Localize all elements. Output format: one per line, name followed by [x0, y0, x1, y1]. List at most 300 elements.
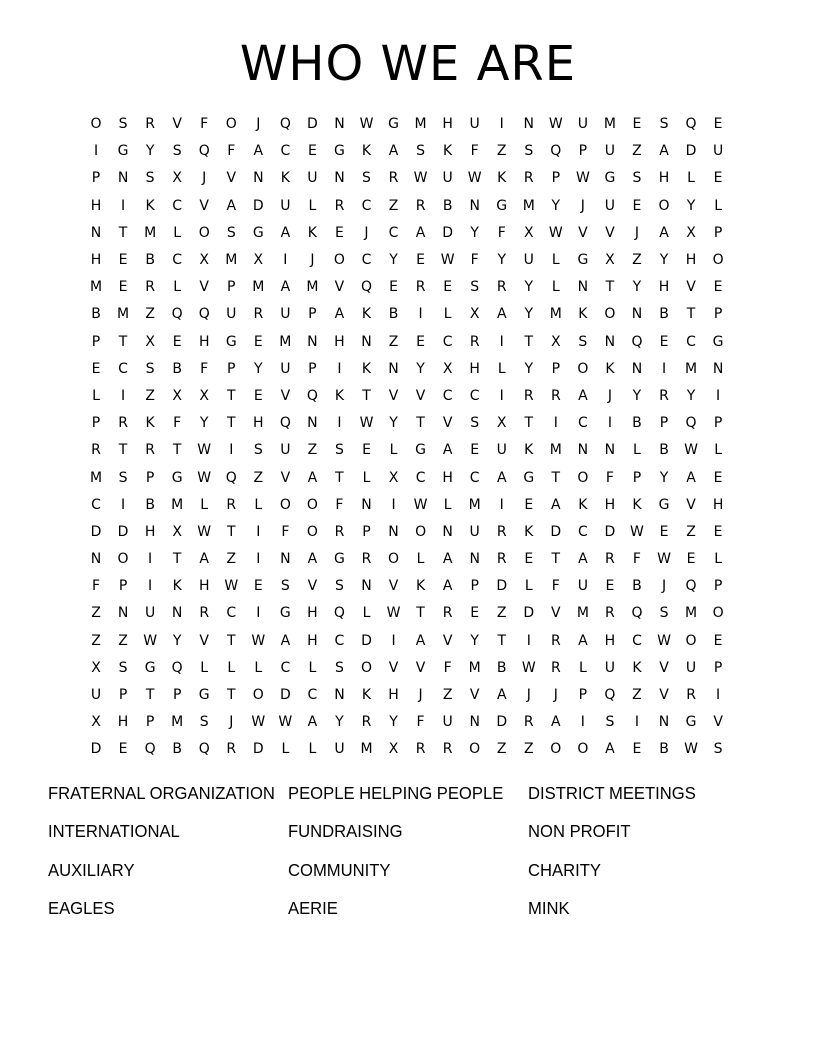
grid-letter: K [172, 578, 182, 595]
grid-letter: S [632, 170, 642, 187]
grid-letter: L [551, 279, 560, 296]
grid-letter: N [171, 605, 183, 622]
grid-letter: X [686, 224, 696, 241]
grid-letter: C [118, 360, 128, 377]
grid-letter: E [389, 279, 398, 296]
grid-letter: S [118, 469, 128, 486]
grid-letter: I [256, 605, 261, 622]
grid-letter: W [575, 170, 590, 187]
grid-letter: N [631, 306, 643, 323]
grid-letter: F [281, 523, 290, 540]
grid-letter: G [577, 252, 589, 269]
grid-letter: N [712, 360, 724, 377]
grid-letter: E [307, 143, 317, 160]
grid-letter: U [226, 306, 237, 323]
grid-letter: U [442, 170, 453, 187]
grid-letter: O [577, 469, 589, 486]
grid-letter: A [415, 632, 426, 649]
grid-letter: Z [145, 387, 155, 404]
grid-letter: P [578, 143, 588, 160]
grid-letter: P [713, 578, 723, 595]
grid-letter: F [605, 469, 614, 486]
grid-letter: E [713, 632, 723, 649]
grid-letter: W [521, 659, 536, 676]
grid-letter: Q [279, 415, 291, 432]
grid-letter: W [251, 714, 266, 731]
grid-letter: K [280, 170, 290, 187]
grid-letter: O [712, 252, 724, 269]
grid-letter: B [496, 659, 507, 676]
grid-letter: N [117, 170, 129, 187]
word-list-item: MINK [528, 898, 570, 919]
grid-letter: Z [686, 523, 696, 540]
grid-letter: F [416, 714, 425, 731]
grid-letter: H [388, 687, 399, 704]
grid-letter: D [550, 523, 562, 540]
grid-letter: T [551, 551, 561, 568]
grid-letter: Y [524, 279, 534, 296]
grid-letter: L [416, 551, 425, 568]
grid-letter: D [117, 523, 129, 540]
grid-letter: C [577, 523, 588, 540]
grid-letter: W [684, 741, 698, 758]
grid-letter: A [415, 224, 426, 241]
grid-letter: Z [253, 469, 264, 486]
grid-letter: Q [198, 741, 210, 758]
grid-letter: L [200, 496, 209, 513]
grid-letter: R [253, 306, 264, 323]
grid-letter: Q [198, 306, 210, 323]
word-list-item: INTERNATIONAL [48, 821, 180, 842]
grid-letter: R [496, 523, 507, 540]
grid-letter: K [145, 415, 155, 432]
grid-letter: N [361, 496, 372, 513]
grid-letter: R [226, 496, 237, 513]
grid-letter: P [145, 714, 155, 731]
grid-letter: O [658, 197, 670, 214]
grid-letter: T [416, 415, 425, 432]
grid-letter: E [713, 279, 723, 296]
grid-letter: D [685, 143, 697, 160]
grid-letter: Q [631, 333, 643, 350]
grid-letter: N [388, 360, 399, 377]
grid-letter: B [388, 306, 399, 323]
grid-letter: P [551, 170, 561, 187]
grid-letter: V [659, 659, 669, 676]
grid-letter: A [442, 578, 453, 595]
grid-letter: Q [198, 143, 210, 160]
grid-letter: L [308, 659, 317, 676]
grid-letter: V [659, 687, 669, 704]
grid-letter: I [148, 551, 153, 568]
grid-letter: R [388, 170, 399, 187]
grid-letter: M [549, 442, 562, 459]
grid-letter: P [172, 687, 182, 704]
grid-letter: K [632, 659, 642, 676]
grid-letter: B [442, 197, 453, 214]
grid-letter: C [172, 252, 183, 269]
grid-letter: P [362, 523, 371, 540]
grid-letter: X [523, 224, 534, 241]
grid-letter: Y [389, 714, 398, 731]
grid-letter: A [605, 741, 615, 758]
grid-letter: R [415, 197, 426, 214]
grid-letter: E [118, 279, 128, 296]
grid-letter: X [388, 741, 399, 758]
grid-letter: N [604, 442, 616, 459]
grid-letter: C [280, 659, 291, 676]
grid-letter: K [361, 687, 372, 704]
grid-letter: L [254, 659, 263, 676]
grid-letter: G [279, 605, 291, 622]
grid-letter: A [496, 687, 507, 704]
grid-letter: W [278, 714, 293, 731]
grid-letter: V [469, 687, 480, 704]
grid-letter: K [524, 523, 534, 540]
grid-letter: L [173, 279, 182, 296]
grid-letter: A [659, 143, 669, 160]
grid-letter: I [121, 197, 126, 214]
grid-letter: S [335, 578, 344, 595]
grid-letter: O [306, 496, 318, 513]
grid-letter: Z [388, 197, 399, 214]
grid-letter: E [524, 551, 534, 568]
grid-letter: M [225, 252, 238, 269]
grid-letter: L [714, 551, 722, 568]
grid-letter: Q [631, 605, 643, 622]
grid-letter: S [524, 143, 534, 160]
grid-letter: A [307, 469, 318, 486]
grid-letter: I [634, 714, 640, 731]
grid-letter: N [523, 116, 535, 133]
word-list-item: DISTRICT MEETINGS [528, 783, 696, 804]
grid-letter: Z [118, 632, 128, 649]
grid-letter: G [523, 469, 535, 486]
grid-letter: N [334, 116, 345, 133]
grid-letter: U [469, 523, 480, 540]
grid-letter: L [687, 170, 695, 187]
grid-letter: N [604, 333, 616, 350]
grid-letter: M [279, 333, 292, 350]
grid-letter: X [199, 387, 209, 404]
grid-letter: V [578, 224, 588, 241]
grid-letter: V [280, 469, 291, 486]
grid-letter: C [469, 387, 480, 404]
grid-letter: S [145, 360, 155, 377]
grid-letter: E [443, 279, 453, 296]
grid-letter: V [334, 279, 345, 296]
grid-letter: A [442, 551, 453, 568]
grid-letter: H [90, 252, 102, 269]
grid-letter: D [90, 741, 102, 758]
grid-letter: T [118, 333, 128, 350]
grid-letter: W [143, 632, 158, 649]
grid-row [91, 356, 745, 383]
grid-letter: C [91, 496, 101, 513]
grid-letter: W [467, 170, 482, 187]
grid-letter: V [442, 415, 453, 432]
grid-letter: J [364, 224, 369, 241]
grid-letter: C [172, 197, 183, 214]
grid-letter: L [578, 659, 587, 676]
grid-letter: Y [497, 252, 506, 269]
grid-letter: H [198, 578, 210, 595]
grid-letter: I [121, 496, 126, 513]
grid-letter: G [685, 714, 697, 731]
grid-letter: G [658, 496, 670, 513]
grid-letter: A [496, 306, 507, 323]
grid-letter: P [118, 578, 128, 595]
grid-row [90, 193, 745, 220]
grid-letter: N [469, 197, 480, 214]
grid-letter: Y [659, 252, 669, 269]
grid-letter: U [280, 306, 291, 323]
grid-letter: P [551, 360, 561, 377]
grid-letter: E [524, 496, 534, 513]
grid-letter: C [442, 387, 453, 404]
grid-letter: A [551, 496, 561, 513]
grid-row [90, 247, 745, 274]
grid-letter: F [227, 143, 236, 160]
grid-letter: B [145, 496, 155, 513]
grid-letter: T [335, 469, 344, 486]
grid-letter: I [256, 523, 261, 540]
grid-letter: M [171, 496, 184, 513]
grid-letter: W [359, 116, 374, 133]
grid-letter: T [524, 333, 534, 350]
grid-letter: W [251, 632, 266, 649]
grid-letter: T [226, 632, 236, 649]
grid-letter: F [335, 496, 344, 513]
grid-letter: A [388, 143, 399, 160]
grid-letter: M [306, 279, 319, 296]
grid-letter: G [712, 333, 724, 350]
grid-letter: L [281, 741, 290, 758]
grid-letter: B [145, 252, 155, 269]
word-list-item: EAGLES [48, 898, 115, 919]
grid-letter: S [659, 116, 669, 133]
grid-letter: V [199, 279, 209, 296]
grid-letter: V [280, 387, 291, 404]
grid-letter: Q [306, 387, 318, 404]
grid-letter: R [550, 659, 561, 676]
grid-row [93, 138, 745, 165]
grid-letter: X [388, 469, 399, 486]
grid-letter: A [334, 306, 345, 323]
grid-letter: T [551, 469, 561, 486]
grid-letter: K [578, 496, 588, 513]
grid-letter: E [605, 578, 615, 595]
grid-letter: K [632, 496, 642, 513]
word-list-item: CHARITY [528, 859, 601, 880]
grid-letter: R [361, 551, 372, 568]
grid-letter: K [497, 170, 507, 187]
grid-row [90, 546, 745, 573]
grid-letter: A [253, 143, 264, 160]
grid-letter: G [198, 687, 210, 704]
grid-row [91, 301, 745, 328]
grid-letter: O [333, 252, 345, 269]
grid-letter: E [632, 197, 642, 214]
grid-letter: U [334, 741, 345, 758]
grid-letter: D [307, 116, 318, 133]
grid-letter: U [604, 143, 616, 160]
grid-letter: P [713, 659, 723, 676]
grid-letter: H [442, 469, 453, 486]
grid-letter: N [631, 360, 643, 377]
grid-letter: N [388, 523, 399, 540]
grid-letter: S [362, 170, 371, 187]
grid-letter: R [415, 741, 426, 758]
grid-letter: E [172, 333, 182, 350]
grid-letter: N [361, 333, 372, 350]
grid-letter: B [659, 306, 669, 323]
grid-letter: Z [496, 143, 507, 160]
grid-letter: X [605, 252, 615, 269]
grid-letter: S [605, 714, 615, 731]
grid-letter: P [145, 469, 155, 486]
grid-row [91, 437, 745, 464]
grid-letter: O [279, 496, 291, 513]
grid-letter: F [470, 143, 479, 160]
grid-letter: C [442, 333, 453, 350]
grid-row [90, 519, 745, 546]
grid-letter: K [145, 197, 155, 214]
grid-letter: S [199, 714, 209, 731]
grid-letter: Q [360, 279, 372, 296]
grid-letter: D [279, 687, 291, 704]
grid-letter: M [522, 197, 535, 214]
grid-letter: H [307, 605, 318, 622]
grid-letter: C [686, 333, 696, 350]
grid-letter: W [630, 523, 644, 540]
grid-letter: E [659, 523, 669, 540]
grid-letter: O [252, 687, 264, 704]
grid-letter: I [391, 496, 396, 513]
grid-letter: J [634, 224, 640, 241]
grid-letter: U [307, 170, 318, 187]
grid-letter: N [334, 170, 345, 187]
grid-letter: E [91, 360, 101, 377]
grid-letter: N [469, 551, 480, 568]
page-title: WHO WE ARE [239, 36, 577, 92]
grid-letter: M [171, 714, 184, 731]
grid-letter: S [470, 415, 480, 432]
grid-letter: J [607, 387, 612, 404]
grid-letter: W [224, 578, 239, 595]
grid-letter: U [577, 116, 588, 133]
grid-letter: W [548, 224, 563, 241]
grid-letter: E [470, 442, 480, 459]
grid-letter: E [416, 333, 426, 350]
word-list-row [48, 812, 768, 850]
grid-letter: R [145, 442, 155, 459]
grid-letter: T [226, 415, 236, 432]
grid-letter: L [524, 578, 533, 595]
grid-row [89, 274, 745, 301]
grid-letter: E [713, 523, 723, 540]
grid-letter: P [470, 578, 479, 595]
grid-letter: K [361, 360, 372, 377]
grid-letter: W [413, 170, 428, 187]
grid-letter: U [604, 197, 616, 214]
grid-letter: G [117, 143, 129, 160]
grid-letter: H [604, 496, 616, 513]
grid-letter: J [310, 252, 315, 269]
grid-letter: H [117, 714, 129, 731]
grid-letter: B [659, 741, 669, 758]
grid-letter: W [197, 442, 212, 459]
grid-letter: R [659, 387, 669, 404]
grid-letter: D [604, 523, 616, 540]
grid-letter: X [496, 415, 507, 432]
grid-letter: H [604, 632, 616, 649]
grid-letter: C [577, 415, 588, 432]
grid-letter: N [334, 687, 345, 704]
grid-letter: T [524, 415, 534, 432]
grid-letter: X [172, 523, 182, 540]
grid-letter: J [229, 714, 234, 731]
grid-letter: Q [144, 741, 156, 758]
grid-letter: G [334, 143, 345, 160]
grid-letter: Z [442, 687, 453, 704]
word-list-item: PEOPLE HELPING PEOPLE [288, 783, 504, 804]
grid-letter: E [118, 252, 128, 269]
grid-letter: K [334, 387, 345, 404]
grid-letter: K [443, 143, 453, 160]
grid-letter: I [148, 578, 153, 595]
grid-letter: T [118, 442, 128, 459]
grid-letter: O [577, 741, 589, 758]
grid-letter: P [659, 415, 669, 432]
grid-letter: D [496, 714, 508, 731]
grid-letter: P [308, 360, 317, 377]
grid-letter: F [200, 116, 209, 133]
grid-letter: X [91, 659, 101, 676]
grid-letter: C [388, 224, 399, 241]
grid-letter: Z [632, 687, 642, 704]
grid-letter: J [580, 197, 585, 214]
grid-letter: T [172, 551, 182, 568]
grid-letter: Y [254, 360, 263, 377]
grid-letter: X [253, 252, 264, 269]
grid-letter: D [496, 578, 508, 595]
grid-letter: A [307, 714, 318, 731]
grid-letter: L [443, 496, 452, 513]
grid-letter: Y [389, 252, 398, 269]
grid-letter: F [200, 360, 209, 377]
grid-letter: I [256, 551, 261, 568]
grid-letter: M [549, 306, 562, 323]
grid-letter: H [253, 415, 264, 432]
grid-letter: J [256, 116, 261, 133]
grid-letter: L [92, 387, 100, 404]
grid-letter: N [307, 333, 318, 350]
grid-letter: Z [496, 741, 507, 758]
grid-letter: R [523, 387, 534, 404]
grid-letter: F [632, 551, 641, 568]
grid-letter: R [550, 387, 561, 404]
grid-letter: E [118, 741, 128, 758]
grid-letter: Q [604, 687, 616, 704]
grid-row [90, 682, 745, 709]
grid-letter: S [118, 116, 128, 133]
grid-letter: U [442, 714, 453, 731]
grid-letter: M [360, 741, 373, 758]
grid-letter: O [712, 605, 724, 622]
grid-letter: Z [145, 306, 155, 323]
grid-letter: R [496, 551, 507, 568]
